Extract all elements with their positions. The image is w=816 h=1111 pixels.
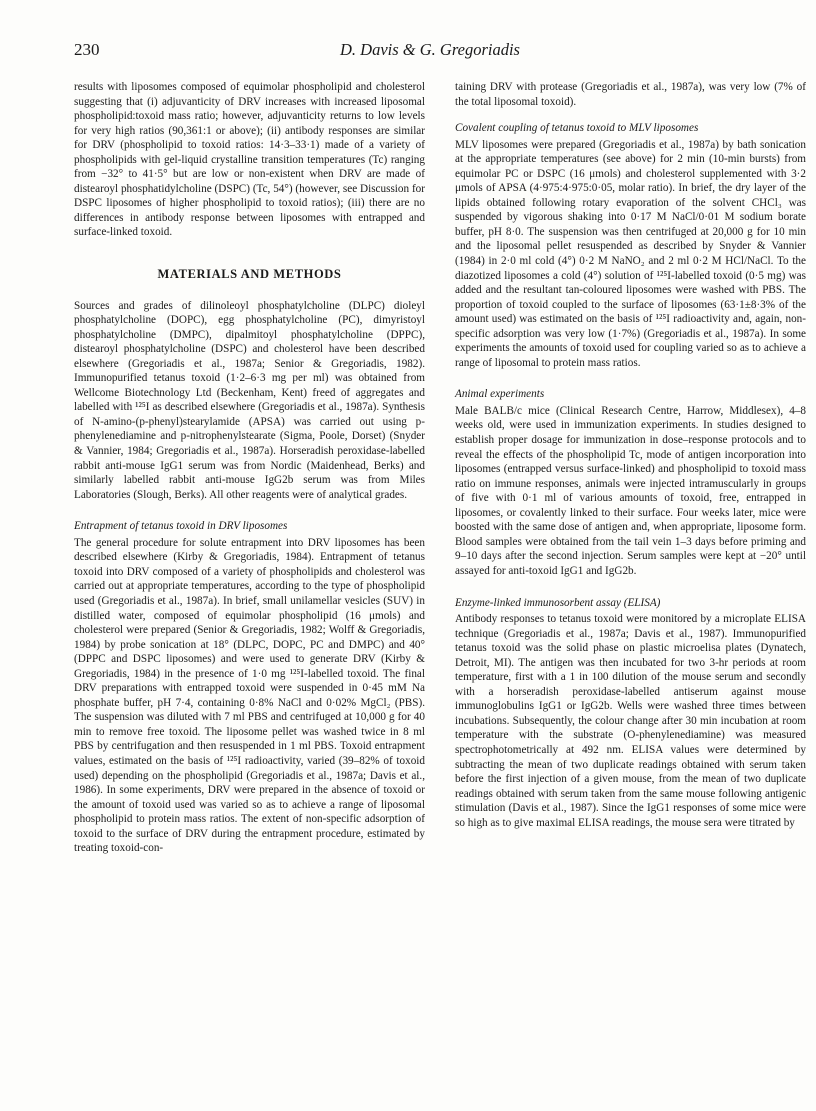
intro-paragraph: results with liposomes composed of equimolar phospholipid and cholesterol suggesting that (i) adjuvanticity of DRV increases with increased liposomal phospholipid:toxoid mass ratio; however, adjuvanticity returns to low levels for very high ratios (90,361:1 or above); (ii) antibody responses are similar for DRV (phospholipid to toxoid ratios: 14·3–33·1) made of a variety of phospholipids with gel-liquid crystalline transition temperatures (Tc) ranging from −32° to 41·5° but are low or non-existent when DRV are made of distearoyl phosphatidylcholine (DSPC) (Tc, 54°) (however, see Discussion for DSPC liposomes of higher phospholipid to toxoid ratios); (iii) there are no differences in antibody response between liposomes with entrapped and surface-linked toxoid. [74,81,425,239]
materials-paragraph: Sources and grades of dilinoleoyl phosphatylcholine (DLPC) dioleyl phosphatylcholine (DOPC), egg phosphatylcholine (PC), dimyristoyl phosphatylcholine (DMPC), dipalmitoyl phosphatylcholine (DPPC), distearoyl phosphatylcholine (DSPC) and cholesterol have been described elsewhere (Gregoriadis et al., 1987a; Senior & Gregoriadis, 1982). Immunopurified tetanus toxoid (1·2–6·3 mg per ml) was obtained from Wellcome Biotechnology Ltd (Beckenham, Kent) freed of aggregates and labelled with ¹²⁵I as described elsewhere (Gregoriadis et al., 1987a). Synthesis of N-amino-(p-phenyl)stearylamide (APSA) was carried out using p-phenylenediamine and p-nitrophenylstearate (Sigma, Poole, Dorset) (Snyder & Vannier, 1984; Gregoriadis et al., 1987a). Horseradish peroxidase-labelled rabbit anti-mouse IgG1 serum was from Nordic (Maidenhead, Berks) and similarly labelled rabbit anti-mouse IgG2b serum was from Miles Laboratories (Slough, Berks). All other reagents were of analytical grades. [74,299,425,501]
page-number: 230 [74,40,100,59]
continued-paragraph: taining DRV with protease (Gregoriadis et al., 1987a), was very low (7% of the total liposomal toxoid). [455,81,806,108]
entrapment-heading: Entrapment of tetanus toxoid in DRV liposomes [74,520,288,533]
animal-heading: Animal experiments [455,388,545,401]
running-head: D. Davis & G. Gregoriadis [340,40,520,59]
animal-paragraph: Male BALB/c mice (Clinical Research Centre, Harrow, Middlesex), 4–8 weeks old, were used in immunization experiments. In studies designed to establish proper dosage for immunization in dose–response protocols and to reveal the effects of the phospholipid Tc, mode of antigen incorporation into liposomes (entrapped versus surface-linked) and phospholipid to toxoid mass ratio on immune responses, animals were injected intramuscularly in groups of five with 0·1 ml of various amounts of toxoid, free, entrapped in liposomes, or covalently linked to their surface. Four weeks later, mice were boosted with the same dose of antigen and, when appropriate, liposome form. Blood samples were obtained from the tail vein 1–3 days before priming and 9–10 days after the second injection. Serum samples were kept at −20° until assayed for anti-toxoid IgG1 and IgG2b. [455,404,806,577]
coupling-heading: Covalent coupling of tetanus toxoid to MLV liposomes [455,122,699,135]
right-column [455,80,806,830]
entrapment-paragraph: The general procedure for solute entrapment into DRV liposomes has been described elsewhere (Kirby & Gregoriadis, 1984). Entrapment of tetanus toxoid into DRV composed of a variety of phospholipids and cholesterol was carried out at appropriate temperatures, according to the type of phospholipid used (Gregoriadis et al., 1987a). In brief, small unilamellar vesicles (SUV) in distilled water, composed of equimolar phospholipid (16 μmols) and cholesterol were prepared (Senior & Gregoriadis, 1982; Wolff & Gregoriadis, 1984) by probe sonication at 18° (DLPC, DOPC, PC and DMPC) and 40° (DPPC and DSPC liposomes) and were used to generate DRV (Kirby & Gregoriadis, 1984) in the presence of 1·0 mg ¹²⁵I-labelled toxoid. The final DRV preparations with entrapped toxoid were suspended in 0·45 mM Na phosphate buffer, pH 7·4, containing 0·8% NaCl and 0·02% MgCl₂ (PBS). The suspension was diluted with 7 ml PBS and centrifuged at 10,000 g for 40 min to remove free toxoid. The liposome pellet was washed twice in 8 ml PBS by centrifugation and then resuspended in 1 ml PBS. Toxoid entrapment values, estimated on the basis of ¹²⁵I radioactivity, varied (39–82% of toxoid used) depending on the phospholipid (Gregoriadis et al., 1987a; Davis et al., 1986). In some experiments, DRV were prepared in the absence of toxoid or the amount of toxoid used was varied so as to achieve a range of liposomal phospholipid to protein mass ratios. The extent of non-specific adsorption of toxoid to the surface of DRV during the entrapment procedure, estimated by treating toxoid-con- [74,536,425,855]
elisa-heading: Enzyme-linked immunosorbent assay (ELISA) [455,596,661,609]
section-heading: MATERIALS AND METHODS [157,267,342,282]
left-column [74,80,425,856]
elisa-paragraph: Antibody responses to tetanus toxoid were monitored by a microplate ELISA technique (Gregoriadis et al., 1987a; Davis et al., 1987). Immunopurified tetanus toxoid was the solid phase on plastic microelisa plates (Dynatech, Detroit, MI). The antigen was then incubated for two 3-hr periods at room temperature, first with a 1 in 100 dilution of the mouse serum and secondly with a horseradish peroxidase-labelled antiserum against mouse immunoglobulins IgG1 or IgG2b. Wells were washed three times between incubations. Subsequently, the colour change after 30 min incubation at room temperature with the substrate (O-phenylenediamine) was measured spectrophotometrically at 492 nm. ELISA values were determined by subtracting the mean of two duplicate readings obtained with serum taken before the first injection of a given mouse, from the mean of two duplicate readings obtained with serum taken from the same mouse following antigenic stimulation (Davis et al., 1987). Since the IgG1 responses of some mice were so high as to give maximal ELISA readings, the mouse sera were titrated by [455,613,806,829]
coupling-paragraph: MLV liposomes were prepared (Gregoriadis et al., 1987a) by bath sonication at the appropriate temperatures (see above) for 2 min (10-min bursts) from equimolar PC or DSPC (16 μmols) and cholesterol supplemented with 3·2 μmols of APSA (4·975:4·975:0·05, molar ratio). In brief, the dry layer of the lipids obtained following rotary evaporation of the solvent CHCl₃ was suspended by vigorous shaking into 0·17 M NaCl/0·01 M sodium borate buffer, pH 8·0. The suspension was then centrifuged at 20,000 g for 10 min and the liposomal pellet resuspended as described by Snyder & Vannier (1984) in 2·0 ml cold (4°) 0·2 M NaNO₂ and 2 ml 0·2 M HCl/NaCl. To the diazotized liposomes a cold (4°) solution of ¹²⁵I-labelled toxoid (0·5 mg) was added and the resultant tan-coloured liposomes were washed with PBS. The proportion of toxoid coupled to the surface of liposomes (63·1±8·3% of the amount used) was estimated on the basis of ¹²⁵I radioactivity and, again, non-specific adsorption was very low (1·7%) (Gregoriadis et al., 1987a). In some experiments the amounts of toxoid used for coupling varied so as to achieve a range of liposomal to protein mass ratios. [455,138,806,369]
page-header [74,40,786,62]
